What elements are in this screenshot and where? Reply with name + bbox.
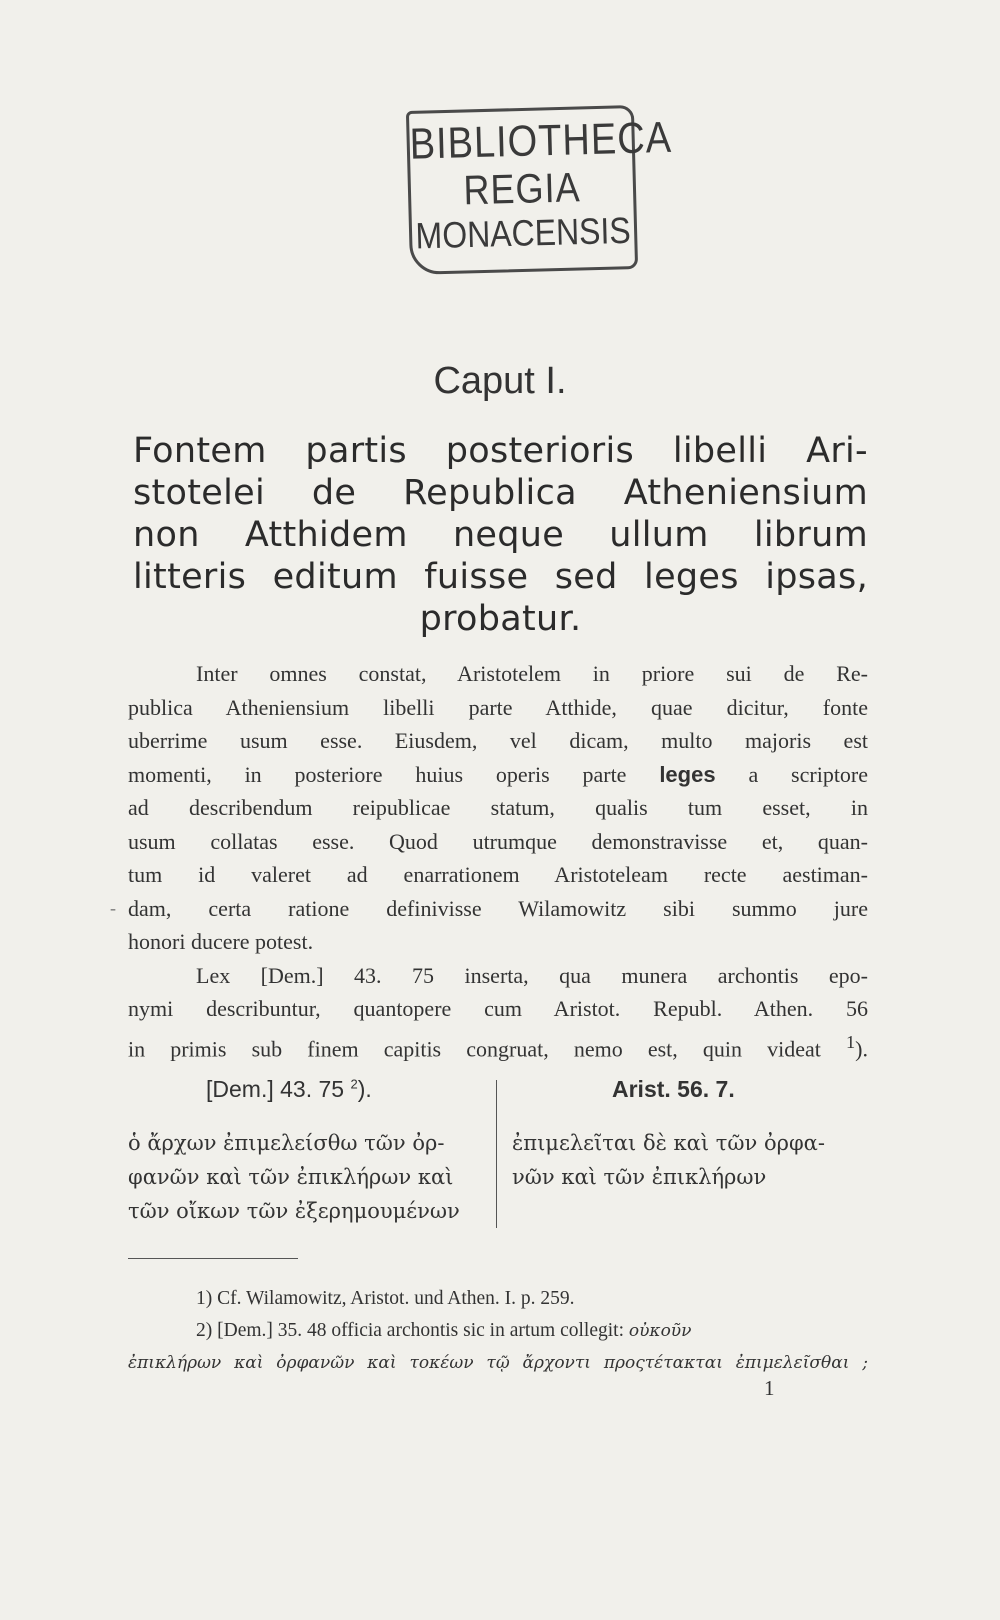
body-text xyxy=(128,657,868,1065)
margin-mark: - xyxy=(110,898,116,918)
greek-line: τῶν οἴκων τῶν ἐξερημουμένων xyxy=(128,1199,460,1223)
greek-line: νῶν καὶ τῶν ἐπικλήρων xyxy=(512,1165,767,1189)
paragraph-line: uberrime usum esse. Eiusdem, vel dicam, multo majoris est xyxy=(128,728,868,753)
title-line: litteris editum fuisse sed leges ipsas, xyxy=(133,557,868,597)
title-line: stotelei de Republica Atheniensium xyxy=(133,473,868,513)
library-stamp xyxy=(406,105,673,275)
chapter-heading: Caput I. xyxy=(433,360,567,402)
emphasis-leges: leges xyxy=(659,761,716,787)
paragraph-line: tum id valeret ad enarrationem Aristoteleam recte aestiman- xyxy=(128,862,868,887)
footnote-greek: οὐκοῦν xyxy=(628,1321,692,1341)
stamp-line-3: MONACENSIS xyxy=(415,209,632,257)
footnotes xyxy=(128,1283,868,1379)
paragraph-line xyxy=(128,1026,868,1066)
stamp-line-2: REGIA xyxy=(462,163,582,214)
text-segment: a scriptore xyxy=(748,761,869,787)
paragraph-line: usum collatas esse. Quod utrumque demonstravisse et, quan- xyxy=(128,828,868,854)
paragraph-line: Lex [Dem.] 43. 75 inserta, qua munera archontis epo- xyxy=(196,962,868,988)
comparison-right-heading: Arist. 56. 7. xyxy=(612,1076,735,1102)
greek-text-right xyxy=(512,1126,868,1194)
column-divider xyxy=(496,1080,497,1228)
greek-line: ἐπιμελεῖται δὲ καὶ τῶν ὀρφα- xyxy=(512,1131,825,1155)
footnote-2 xyxy=(128,1315,868,1347)
footnote-greek-line: ἐπικλήρων καὶ ὀρφανῶν καὶ τοκέων τῷ ἄρχοντι προςτέτακται ἐπιμελεῖσθαι ; xyxy=(128,1353,868,1373)
paragraph-line: nymi describuntur, quantopere cum Aristot. Republ. Athen. 56 xyxy=(128,996,868,1021)
greek-line: φανῶν καὶ τῶν ἐπικλήρων καὶ xyxy=(128,1165,454,1189)
title-line: probatur. xyxy=(419,599,582,639)
stamp-line-1: BIBLIOTHECA xyxy=(409,113,673,170)
text-segment: in primis sub finem capitis congruat, nemo est, quin videat xyxy=(128,1035,821,1061)
title-line: Fontem partis posterioris libelli Ari- xyxy=(133,431,868,471)
paragraph-line: dam, certa ratione definivisse Wilamowitz sibi summo jure xyxy=(128,895,868,921)
heading-text: [Dem.] 43. 75 xyxy=(206,1076,345,1102)
paragraph-line xyxy=(128,758,868,792)
chapter-title xyxy=(133,430,868,640)
heading-end: ). xyxy=(357,1076,372,1102)
paragraph-line: ad describendum reipublicae statum, qualis tum esset, in xyxy=(128,795,868,820)
comparison-left-heading xyxy=(206,1076,372,1103)
paragraph-line: Inter omnes constat, Aristotelem in priore sui de Re- xyxy=(196,661,868,686)
title-line: non Atthidem neque ullum librum xyxy=(133,515,868,555)
text-segment: ). xyxy=(855,1035,868,1061)
text-segment: momenti, in posteriore huius operis parte xyxy=(128,761,627,787)
paragraph-line: honori ducere potest. xyxy=(128,929,314,954)
greek-text-left xyxy=(128,1126,478,1228)
footnote-text: 2) [Dem.] 35. 48 officia archontis sic in artum collegit: xyxy=(196,1320,624,1341)
footnote-1: 1) Cf. Wilamowitz, Aristot. und Athen. I. p. 259. xyxy=(196,1288,575,1309)
footnote-ref: 1 xyxy=(846,1031,856,1052)
footnote-ref: 2 xyxy=(350,1076,358,1092)
paragraph-line: publica Atheniensium libelli parte Atthide, quae dicitur, fonte xyxy=(128,694,868,720)
greek-line: ὁ ἄρχων ἐπιμελείσθω τῶν ὀρ- xyxy=(128,1131,445,1155)
page-number: 1 xyxy=(764,1376,775,1400)
footnote-rule xyxy=(128,1258,298,1259)
